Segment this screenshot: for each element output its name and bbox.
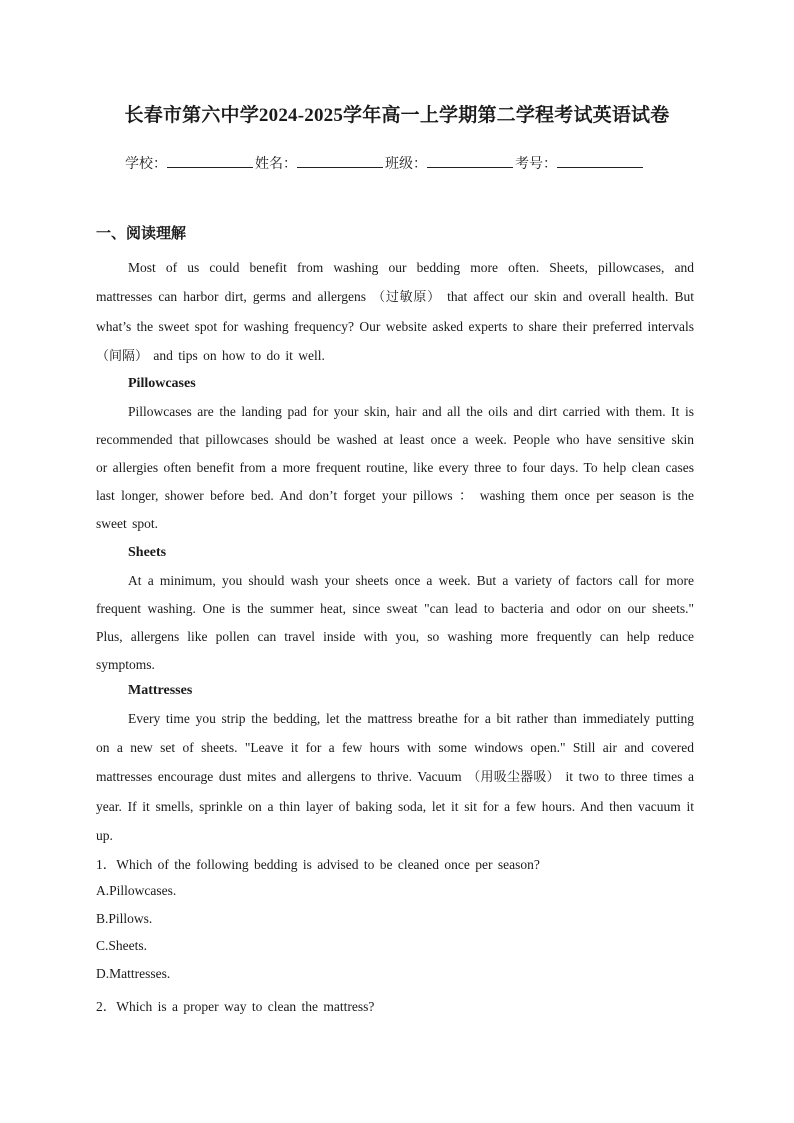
intro-paragraph bbox=[96, 253, 694, 371]
pillowcases-heading: Pillowcases bbox=[128, 376, 196, 391]
question-text: Which of the following bedding is advised to be cleaned once per season? bbox=[116, 857, 540, 872]
option-a[interactable]: A.Pillowcases. bbox=[96, 883, 177, 898]
number-blank[interactable] bbox=[557, 153, 643, 168]
section-title: 一、阅读理解 bbox=[96, 224, 187, 242]
intro-text-1: Most of us could benefit from washing our bedding more often. Sheets, pillowcases, and mattresses can harbor dirt, germs and allergens bbox=[96, 260, 694, 304]
sheets-heading: Sheets bbox=[128, 545, 167, 560]
option-b[interactable]: B.Pillows. bbox=[96, 911, 153, 926]
number-label: 考号： bbox=[515, 156, 557, 172]
pillowcases-paragraph: Pillowcases are the landing pad for your skin, hair and all the oils and dirt carried with them. It is recommended that pillowcases should be washed at least once a week. People who have sensitive skin or allergies often benefit from a more frequent routine, like every three to four days. To help clean cases last longer, shower before bed. And don’t forget your pillows ： washing them once per season is the sweet spot. bbox=[96, 404, 694, 531]
intro-text-3: and tips on how to do it well. bbox=[148, 348, 325, 363]
question-number: 1． bbox=[96, 857, 117, 872]
sheets-paragraph: At a minimum, you should wash your sheets once a week. But a variety of factors call for more frequent washing. One is the summer heat, since sweat "can lead to bacteria and odor on our sheets." Plus, allergens like pollen can travel inside with you, so washing more frequently can help reduce symptoms. bbox=[96, 573, 694, 672]
mattresses-text-1: Every time you strip the bedding, let the mattress breathe for a bit rather than immediately putting on a new set of sheets. "Leave it for a few hours with some windows open." Still air and covered mattresses encourage dust mites and allergens to thrive. Vacuum bbox=[96, 711, 694, 784]
mattresses-text-2: it two to three times a year. If it smells, sprinkle on a thin layer of baking soda, let it sit for a few hours. And then vacuum it up. bbox=[96, 769, 694, 843]
question-text: Which is a proper way to clean the mattress? bbox=[116, 999, 375, 1014]
school-blank[interactable] bbox=[167, 153, 253, 168]
question-number: 2． bbox=[96, 999, 117, 1014]
question-1 bbox=[96, 853, 540, 873]
option-d[interactable]: D.Mattresses. bbox=[96, 966, 171, 981]
exam-title: 长春市第六中学2024-2025学年高一上学期第二学程考试英语试卷 bbox=[124, 105, 670, 126]
intro-text-2: that affect our skin and overall health. But what’s the sweet spot for washing frequency? Our website asked experts to share their preferred intervals bbox=[96, 289, 694, 334]
class-blank[interactable] bbox=[427, 153, 513, 168]
school-label: 学校： bbox=[125, 156, 167, 172]
mattresses-note-vacuum: （用吸尘器吸） bbox=[467, 770, 560, 785]
option-c[interactable]: C.Sheets. bbox=[96, 938, 148, 953]
question-2 bbox=[96, 995, 374, 1015]
name-blank[interactable] bbox=[297, 153, 383, 168]
mattresses-heading: Mattresses bbox=[128, 683, 193, 698]
class-label: 班级： bbox=[385, 156, 427, 172]
student-info-row bbox=[125, 153, 685, 173]
name-label: 姓名： bbox=[255, 156, 297, 172]
intro-note-allergens: （过敏原） bbox=[372, 290, 441, 305]
mattresses-paragraph bbox=[96, 704, 694, 850]
intro-note-intervals: （间隔） bbox=[96, 349, 149, 364]
